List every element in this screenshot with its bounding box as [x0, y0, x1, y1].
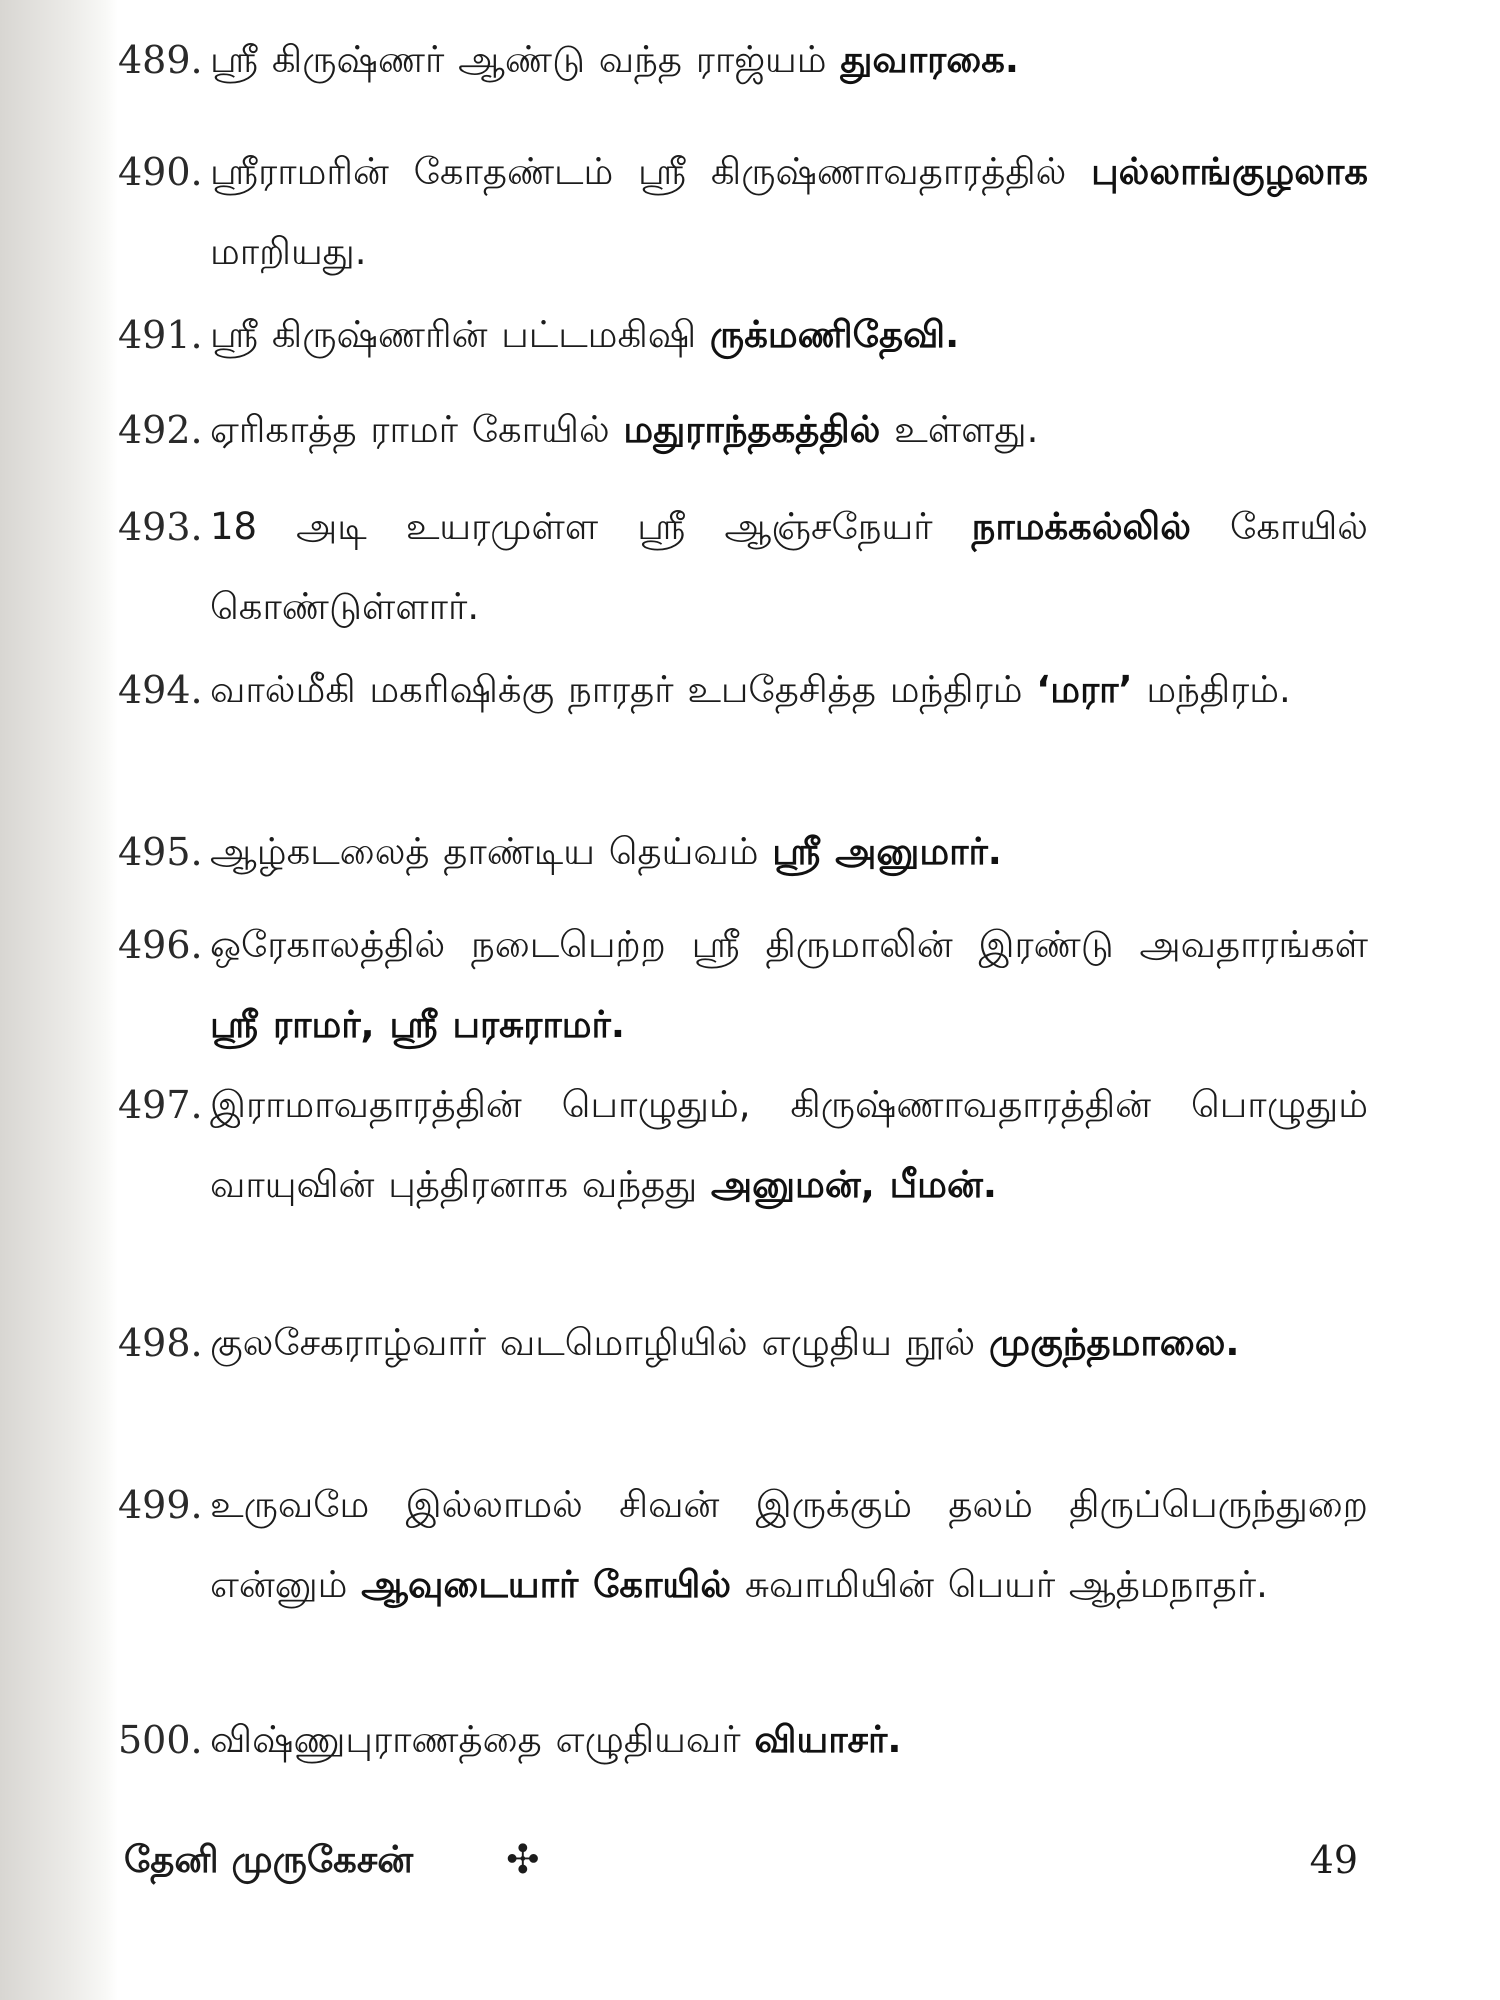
entry-answer: ருக்மணிதேவி. [709, 313, 960, 356]
entry-text [210, 905, 1368, 1065]
entry-494 [118, 650, 1368, 730]
author-name: தேனி முருகேசன் [124, 1838, 414, 1881]
entry-text [210, 1065, 1368, 1225]
entry-plain: குலசேகராழ்வார் வடமொழியில் எழுதிய நூல் [210, 1321, 990, 1364]
entry-text [210, 20, 1368, 100]
entry-plain: விஷ்ணுபுராணத்தை எழுதியவர் [210, 1718, 755, 1761]
entry-number: 496. [118, 923, 203, 967]
entry-499 [118, 1465, 1368, 1625]
entry-plain: 18 அடி உயரமுள்ள ஸ்ரீ ஆஞ்சநேயர் [210, 505, 972, 548]
entry-tail: மந்திரம். [1132, 668, 1291, 711]
entry-498 [118, 1303, 1368, 1383]
entry-tail: கோயில் கொண்டுள்ளார். [210, 505, 1369, 628]
entry-number: 494. [118, 668, 203, 712]
entry-plain: ஒரேகாலத்தில் நடைபெற்ற ஸ்ரீ திருமாலின் இரண்டு அவதாரங்கள் [210, 923, 1368, 966]
entry-text [210, 295, 1368, 375]
entry-495 [118, 812, 1368, 892]
entry-text [210, 812, 1368, 892]
entry-text [210, 132, 1368, 292]
page-number: 49 [1309, 1838, 1358, 1882]
entry-answer: ஆவுடையார் கோயில் [361, 1563, 732, 1606]
entry-489 [118, 20, 1368, 100]
entry-tail: சுவாமியின் பெயர் ஆத்மநாதர். [731, 1563, 1268, 1606]
entry-number: 499. [118, 1483, 203, 1527]
entry-plain: உருவமே இல்லாமல் சிவன் இருக்கும் தலம் திருப்பெருந்துறை என்னும் [210, 1483, 1368, 1606]
ornament-icon: ✣ [506, 1837, 540, 1883]
entry-number: 497. [118, 1083, 203, 1127]
entry-plain: வால்மீகி மகரிஷிக்கு நாரதர் உபதேசித்த மந்திரம் [210, 668, 1037, 711]
entry-plain: ஸ்ரீராமரின் கோதண்டம் ஸ்ரீ கிருஷ்ணாவதாரத்தில் [210, 150, 1092, 193]
entry-493 [118, 487, 1368, 647]
entry-answer: ‘மரா’ [1036, 668, 1133, 711]
page-footer [124, 1825, 1358, 1895]
entry-number: 492. [118, 408, 203, 452]
entry-text [210, 1465, 1368, 1625]
entry-number: 500. [118, 1718, 203, 1762]
entry-490 [118, 132, 1368, 292]
entry-491 [118, 295, 1368, 375]
entry-497 [118, 1065, 1368, 1225]
entry-text [210, 487, 1368, 647]
entry-number: 493. [118, 505, 203, 549]
entry-text [210, 650, 1368, 730]
entry-answer: வியாசர். [754, 1718, 902, 1761]
entry-answer: மதுராந்தகத்தில் [623, 408, 881, 451]
entry-number: 495. [118, 830, 203, 874]
entry-492 [118, 390, 1368, 470]
entry-number: 490. [118, 150, 203, 194]
entry-answer: முகுந்தமாலை. [989, 1321, 1240, 1364]
entry-number: 498. [118, 1321, 203, 1365]
entry-answer: நாமக்கல்லில் [971, 505, 1191, 548]
entry-496 [118, 905, 1368, 1065]
entry-answer: புல்லாங்குழலாக [1091, 150, 1368, 193]
entry-text [210, 1700, 1368, 1780]
entry-plain: ஏரிகாத்த ராமர் கோயில் [210, 408, 624, 451]
entry-answer: துவாரகை. [840, 38, 1019, 81]
entry-text [210, 390, 1368, 470]
entry-plain: ஆழ்கடலைத் தாண்டிய தெய்வம் [210, 830, 773, 873]
entry-number: 489. [118, 38, 203, 82]
entry-number: 491. [118, 313, 203, 357]
entry-text [210, 1303, 1368, 1383]
entry-500 [118, 1700, 1368, 1780]
entry-tail: உள்ளது. [880, 408, 1039, 451]
entry-tail: மாறியது. [210, 230, 367, 273]
entry-answer: ஸ்ரீ ராமர், ஸ்ரீ பரசுராமர். [210, 1003, 625, 1046]
entry-plain: ஸ்ரீ கிருஷ்ணர் ஆண்டு வந்த ராஜ்யம் [210, 38, 841, 81]
entry-answer: ஸ்ரீ அனுமார். [772, 830, 1002, 873]
entry-answer: அனுமன், பீமன். [711, 1163, 997, 1206]
entry-plain: இராமாவதாரத்தின் பொழுதும், கிருஷ்ணாவதாரத்தின் பொழுதும் வாயுவின் புத்திரனாக வந்தது [210, 1083, 1368, 1206]
entry-plain: ஸ்ரீ கிருஷ்ணரின் பட்டமகிஷி [210, 313, 710, 356]
